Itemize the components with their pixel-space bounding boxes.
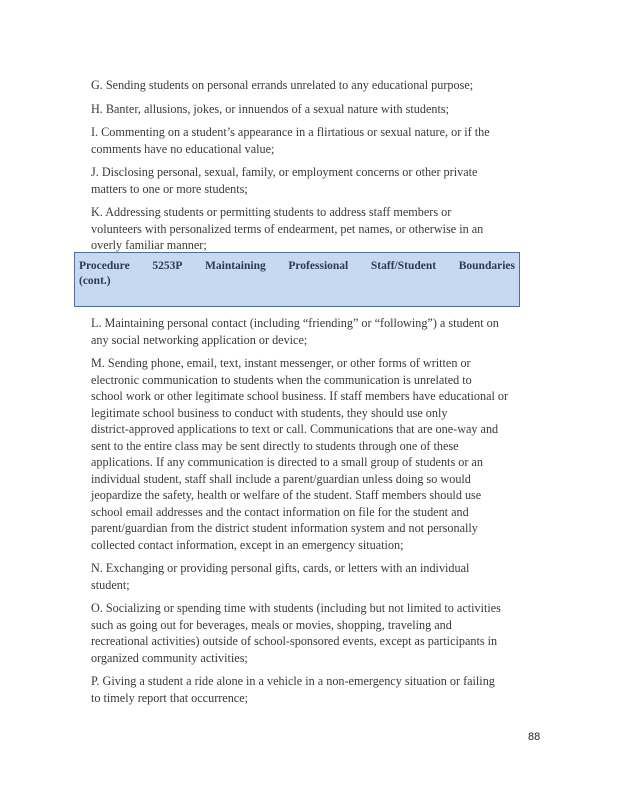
- header-word-number: 5253P: [152, 260, 183, 272]
- procedure-header-cont: (cont.): [79, 275, 111, 287]
- header-word-maintaining: Maintaining: [205, 260, 266, 272]
- list-item-m: M. Sending phone, email, text, instant messenger, or other forms of written or electronic communication to students when the communication is unrelated to school work or other legitimate school business. If staff members have educational or legitimate school business to conduct with students, they should use only district-approved applications to text or call. Communications that are one-way and sent to the entire class may be sent directly to students through one of these applications. If any communication is directed to a small group of students or an individual student, staff shall include a parent/guardian unless doing so would jeopardize the safety, health or welfare of the student. Staff members should use school email addresses and the contact information on file for the student and parent/guardian from the district student information system and not personally collected contact information, except in an emergency situation;: [91, 356, 509, 552]
- list-item-k: K. Addressing students or permitting students to address staff members or volunteers with personalized terms of endearment, pet names, or otherwise in an overly familiar manner;: [91, 205, 484, 252]
- list-item-n: N. Exchanging or providing personal gifts, cards, or letters with an individual student;: [91, 561, 470, 592]
- list-item-p: P. Giving a student a ride alone in a vehicle in a non-emergency situation or failing to timely report that occurrence;: [91, 674, 495, 705]
- header-word-boundaries: Boundaries: [458, 260, 515, 272]
- list-item-j: J. Disclosing personal, sexual, family, or employment concerns or other private matters to one or more students;: [91, 165, 478, 196]
- document-body-top: [91, 77, 543, 261]
- procedure-header-title: [79, 259, 515, 274]
- list-item-o: O. Socializing or spending time with students (including but not limited to activities such as going out for beverages, meals or movies, shopping, traveling and recreational activities) outside of school-sponsored events, except as participants in organized community activities;: [91, 601, 501, 665]
- list-item-h: H. Banter, allusions, jokes, or innuendos of a sexual nature with students;: [91, 101, 449, 116]
- header-word-professional: Professional: [288, 260, 349, 272]
- header-word-staff-student: Staff/Student: [370, 260, 437, 272]
- document-body-bottom: [91, 315, 543, 713]
- list-item-i: I. Commenting on a student’s appearance in a flirtatious or sexual nature, or if the comments have no educational value;: [91, 125, 490, 156]
- header-word-procedure: Procedure: [79, 260, 130, 272]
- list-item-l: L. Maintaining personal contact (including “friending” or “following”) a student on any social networking application or device;: [91, 316, 499, 347]
- page-number: 88: [528, 731, 541, 743]
- list-item-g: G. Sending students on personal errands unrelated to any educational purpose;: [91, 78, 474, 92]
- procedure-header-box: [74, 252, 520, 307]
